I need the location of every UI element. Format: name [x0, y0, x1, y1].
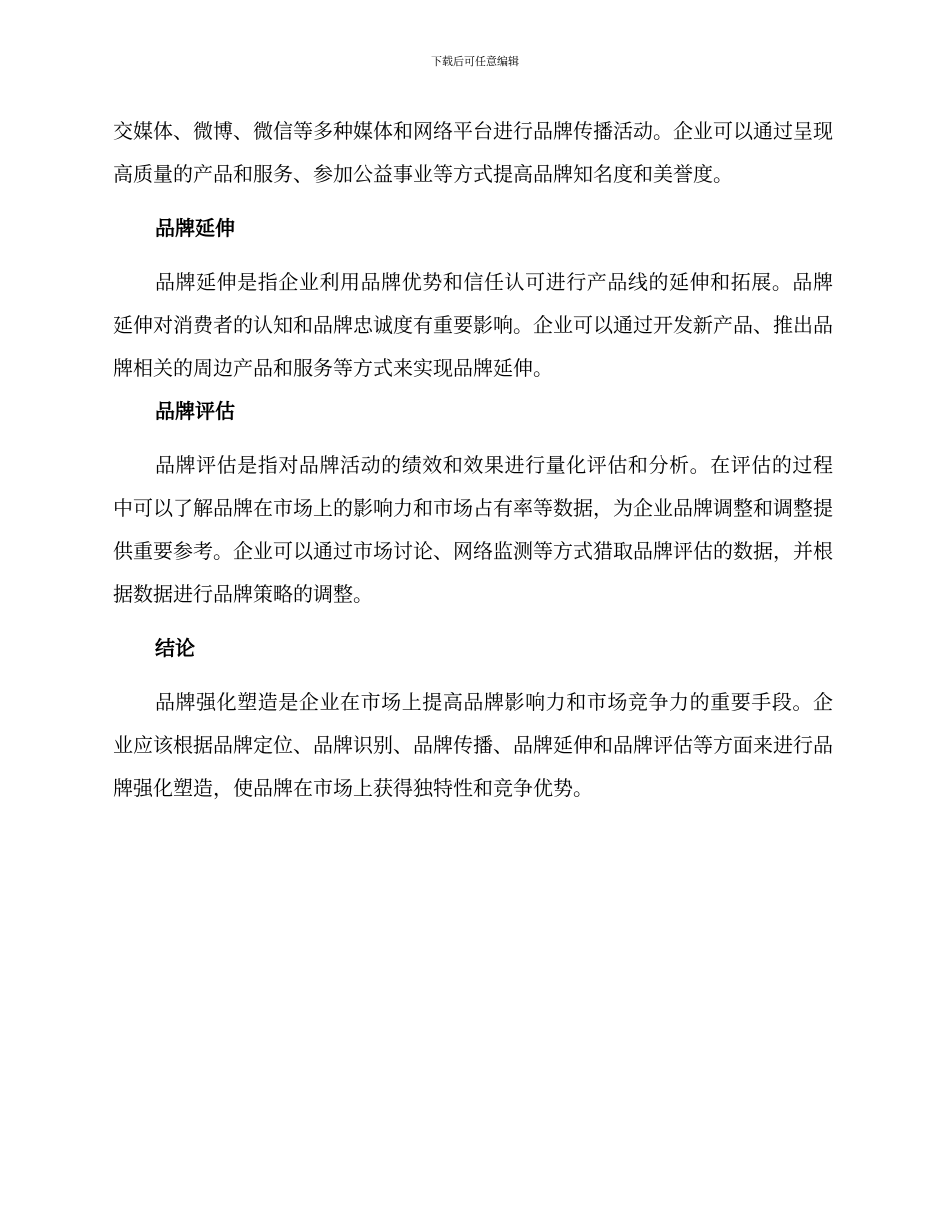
paragraph-brand-evaluation: 品牌评估是指对品牌活动的绩效和效果进行量化评估和分析。在评估的过程中可以了解品牌在市场上的影响力和市场占有率等数据，为企业品牌调整和调整提供重要参考。企业可以通过市场讨论、网络监测等方式猎取品牌评估的数据，并根据数据进行品牌策略的调整。	[113, 453, 833, 606]
spacer	[113, 250, 833, 261]
intro-paragraph-continued: 交媒体、微博、微信等多种媒体和网络平台进行品牌传播活动。企业可以通过呈现高质量的产品和服务、参加公益事业等方式提高品牌知名度和美誉度。	[113, 119, 833, 186]
paragraph-brand-extension: 品牌延伸是指企业利用品牌优势和信任认可进行产品线的延伸和拓展。品牌延伸对消费者的认知和品牌忠诚度有重要影响。企业可以通过开发新产品、推出品牌相关的周边产品和服务等方式来实现品牌延伸。	[113, 270, 833, 380]
spacer	[113, 616, 833, 627]
heading-conclusion: 结论	[155, 636, 195, 660]
page-header: 下载后可任意编辑	[431, 55, 519, 68]
document-body	[113, 110, 833, 810]
spacer	[113, 433, 833, 444]
spacer	[113, 670, 833, 681]
heading-brand-evaluation: 品牌评估	[155, 399, 235, 423]
spacer	[113, 196, 833, 207]
paragraph-conclusion: 品牌强化塑造是企业在市场上提高品牌影响力和市场竞争力的重要手段。企业应该根据品牌定位、品牌识别、品牌传播、品牌延伸和品牌评估等方面来进行品牌强化塑造，使品牌在市场上获得独特性和竞争优势。	[113, 690, 833, 800]
heading-brand-extension: 品牌延伸	[155, 216, 235, 240]
